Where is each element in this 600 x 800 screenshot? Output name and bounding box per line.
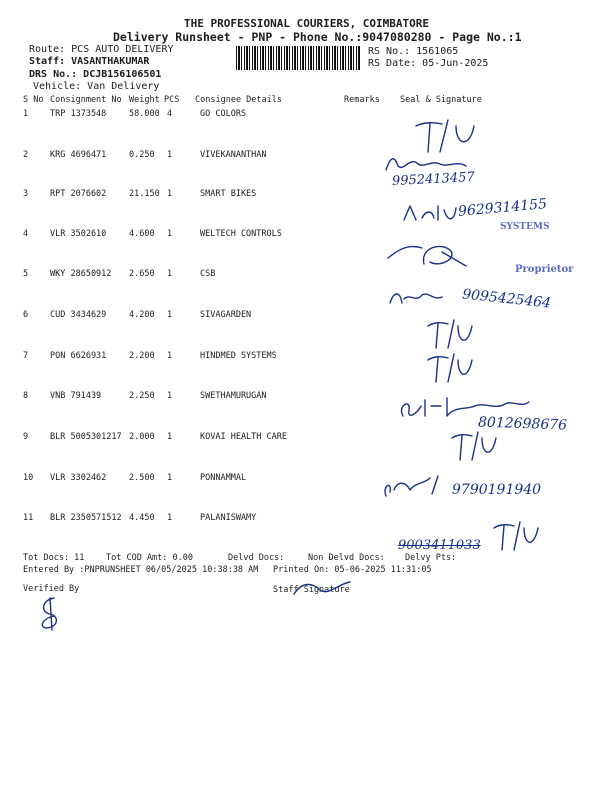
staff-signature bbox=[290, 576, 360, 600]
route-label: Route: PCS AUTO DELIVERY bbox=[29, 44, 174, 55]
row-sno: 4 bbox=[23, 229, 29, 239]
row-consignment: BLR 5005301217 bbox=[50, 432, 122, 442]
row-pcs: 1 bbox=[167, 513, 173, 523]
barcode bbox=[236, 46, 360, 70]
delivery-points: Delvy Pts: bbox=[405, 553, 457, 563]
row-pcs: 1 bbox=[167, 391, 173, 401]
row-consignment: TRP 1373548 bbox=[50, 109, 107, 119]
col-consignee: Consignee Details bbox=[195, 95, 282, 105]
row-weight: 2.250 bbox=[129, 391, 155, 401]
row-consignee: SMART BIKES bbox=[200, 189, 257, 199]
handwritten-signature bbox=[400, 200, 460, 226]
row-consignee: SWETHAMURUGAN bbox=[200, 391, 267, 401]
handwritten-struck-phone: 9003411033 bbox=[398, 538, 481, 553]
runsheet-title: Delivery Runsheet - PNP - Phone No.:9047080280 - Page No.:1 bbox=[113, 30, 522, 44]
handwritten-tu-mark bbox=[490, 518, 550, 554]
row-pcs: 1 bbox=[167, 432, 173, 442]
row-weight: 2.500 bbox=[129, 473, 155, 483]
rs-date: RS Date: 05-Jun-2025 bbox=[368, 58, 489, 69]
handwritten-phone: 9629314155 bbox=[457, 196, 548, 220]
row-pcs: 1 bbox=[167, 473, 173, 483]
company-title: THE PROFESSIONAL COURIERS, COIMBATORE bbox=[184, 17, 430, 30]
rs-number: RS No.: 1561065 bbox=[368, 46, 459, 57]
handwritten-phone: 8012698676 bbox=[477, 414, 568, 434]
col-sno: S No bbox=[23, 95, 44, 105]
verifier-signature bbox=[36, 594, 66, 634]
row-sno: 7 bbox=[23, 351, 29, 361]
row-pcs: 1 bbox=[167, 189, 173, 199]
row-consignee: SIVAGARDEN bbox=[200, 310, 252, 320]
row-weight: 4.450 bbox=[129, 513, 155, 523]
row-sno: 8 bbox=[23, 391, 29, 401]
handwritten-signature bbox=[386, 287, 456, 309]
staff-label: Staff: VASANTHAKUMAR bbox=[29, 56, 150, 67]
col-weight: Weight bbox=[129, 95, 160, 105]
row-consignment: RPT 2076602 bbox=[50, 189, 107, 199]
handwritten-signature bbox=[380, 228, 490, 273]
entered-by: Entered By :PNPRUNSHEET 06/05/2025 10:38:38 AM bbox=[23, 565, 259, 575]
row-pcs: 1 bbox=[167, 229, 173, 239]
handwritten-tu-mark bbox=[424, 350, 484, 386]
delivered-docs: Delvd Docs: bbox=[228, 553, 285, 563]
col-consignment: Consignment No bbox=[50, 95, 122, 105]
verified-by-label: Verified By bbox=[23, 584, 80, 594]
non-delivered-docs: Non Delvd Docs: bbox=[308, 553, 385, 563]
row-consignee: GO COLORS bbox=[200, 109, 247, 119]
row-consignee: KOVAI HEALTH CARE bbox=[200, 432, 287, 442]
row-consignment: PON 6626931 bbox=[50, 351, 107, 361]
handwritten-tu-mark bbox=[424, 316, 484, 352]
row-pcs: 1 bbox=[167, 269, 173, 279]
row-consignment: CUD 3434629 bbox=[50, 310, 107, 320]
row-weight: 4.200 bbox=[129, 310, 155, 320]
row-weight: 58.000 bbox=[129, 109, 160, 119]
stamp-text: SYSTEMS bbox=[500, 222, 550, 232]
row-consignment: BLR 2350571512 bbox=[50, 513, 122, 523]
row-consignment: VLR 3502610 bbox=[50, 229, 107, 239]
row-consignee: VIVEKANANTHAN bbox=[200, 150, 267, 160]
staff-signature-label: Staff Signature bbox=[273, 585, 350, 595]
row-weight: 2.200 bbox=[129, 351, 155, 361]
printed-on: Printed On: 05-06-2025 11:31:05 bbox=[273, 565, 432, 575]
row-sno: 5 bbox=[23, 269, 29, 279]
row-consignment: VNB 791439 bbox=[50, 391, 102, 401]
stamp-text: Proprietor bbox=[515, 264, 574, 275]
row-sno: 2 bbox=[23, 150, 29, 160]
handwritten-signature bbox=[380, 472, 450, 502]
row-sno: 3 bbox=[23, 189, 29, 199]
handwritten-tu-mark bbox=[448, 428, 508, 464]
col-remarks: Remarks bbox=[344, 95, 380, 105]
row-weight: 2.000 bbox=[129, 432, 155, 442]
handwritten-phone: 9095425464 bbox=[461, 286, 552, 312]
row-sno: 11 bbox=[23, 513, 34, 523]
row-weight: 4.600 bbox=[129, 229, 155, 239]
row-pcs: 1 bbox=[167, 310, 173, 320]
row-pcs: 1 bbox=[167, 150, 173, 160]
col-pcs: PCS bbox=[164, 95, 180, 105]
row-pcs: 1 bbox=[167, 351, 173, 361]
row-consignee: CSB bbox=[200, 269, 216, 279]
vehicle-label: Vehicle: Van Delivery bbox=[33, 81, 160, 92]
row-sno: 10 bbox=[23, 473, 34, 483]
row-consignee: HINDMED SYSTEMS bbox=[200, 351, 277, 361]
handwritten-phone: 9952413457 bbox=[391, 169, 476, 190]
row-consignment: KRG 4696471 bbox=[50, 150, 107, 160]
total-docs: Tot Docs: 11 bbox=[23, 553, 85, 563]
row-weight: 21.150 bbox=[129, 189, 160, 199]
row-sno: 9 bbox=[23, 432, 29, 442]
col-signature: Seal & Signature bbox=[400, 95, 482, 105]
drs-label: DRS No.: DCJB156106501 bbox=[29, 69, 162, 80]
row-consignee: PALANISWAMY bbox=[200, 513, 257, 523]
row-consignee: WELTECH CONTROLS bbox=[200, 229, 282, 239]
total-cod: Tot COD Amt: 0.00 bbox=[106, 553, 193, 563]
row-consignment: VLR 3302462 bbox=[50, 473, 107, 483]
row-weight: 2.650 bbox=[129, 269, 155, 279]
row-weight: 0.250 bbox=[129, 150, 155, 160]
row-consignment: WKY 28650912 bbox=[50, 269, 112, 279]
row-pcs: 4 bbox=[167, 109, 173, 119]
row-consignee: PONNAMMAL bbox=[200, 473, 247, 483]
row-sno: 1 bbox=[23, 109, 29, 119]
handwritten-phone: 9790191940 bbox=[452, 482, 542, 498]
row-sno: 6 bbox=[23, 310, 29, 320]
